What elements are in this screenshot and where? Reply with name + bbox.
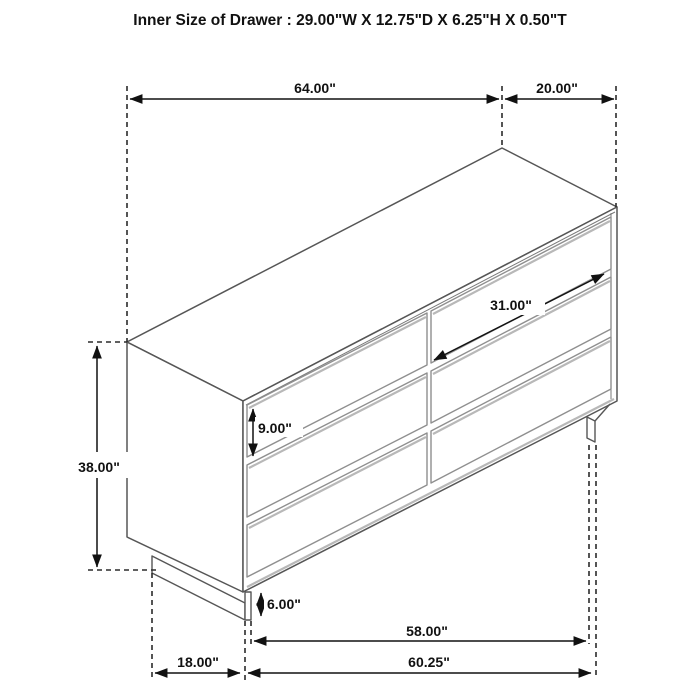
- label-overall-height: 38.00": [78, 459, 120, 475]
- diagram-title: Inner Size of Drawer : 29.00"W X 12.75"D X 6.25"H X 0.50"T: [133, 12, 567, 29]
- label-drawer-width: 31.00": [490, 297, 532, 313]
- label-overall-width: 64.00": [294, 80, 336, 96]
- front-left-leg: [245, 592, 251, 620]
- label-base-inner-width: 58.00": [406, 623, 448, 639]
- label-base-height: 6.00": [267, 596, 301, 612]
- label-top-depth: 20.00": [536, 80, 578, 96]
- front-right-leg: [587, 417, 595, 442]
- label-base-depth: 18.00": [177, 654, 219, 670]
- label-drawer-height: 9.00": [258, 420, 292, 436]
- label-base-outer-width: 60.25": [408, 654, 450, 670]
